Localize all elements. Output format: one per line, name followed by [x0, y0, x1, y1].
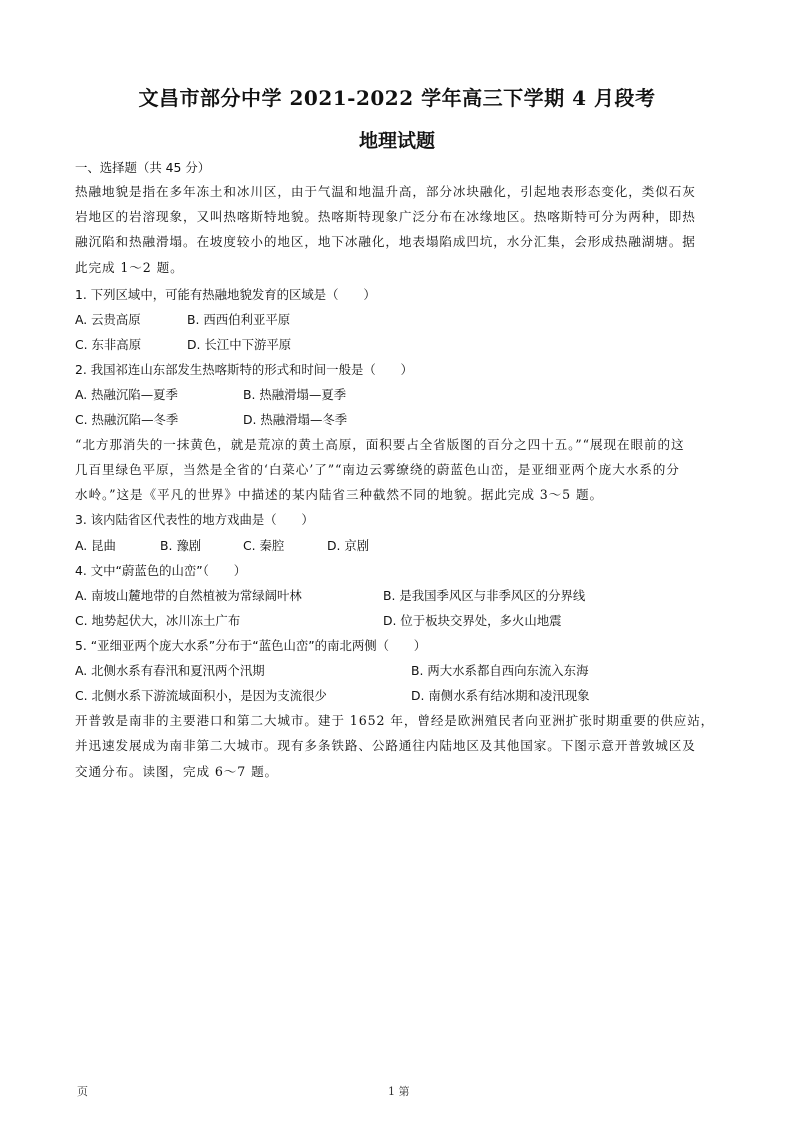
- question-1-option-a: A. 云贵高原: [75, 312, 141, 327]
- question-3-stem: 3. 该内陆省区代表性的地方戏曲是（ ）: [75, 512, 314, 527]
- question-2-option-c: C. 热融沉陷—冬季: [75, 412, 179, 427]
- question-4-option-a: A. 南坡山麓地带的自然植被为常绿阔叶林: [75, 588, 302, 603]
- question-5-option-b: B. 两大水系都自西向东流入东海: [411, 663, 589, 678]
- passage3-line-1: 开普敦是南非的主要港口和第二大城市。建于 1652 年，曾经是欧洲殖民者向亚洲扩张时期重要的供应站，: [75, 713, 715, 728]
- question-1-option-b: B. 西西伯利亚平原: [187, 312, 291, 327]
- passage1-line-3: 融沉陷和热融滑塌。在坡度较小的地区，地下冰融化，地表塌陷成凹坑，水分汇集，会形成热融湖塘。据: [75, 234, 696, 249]
- question-1-option-d: D. 长江中下游平原: [187, 337, 292, 352]
- question-2-stem: 2. 我国祁连山东部发生热喀斯特的形式和时间一般是（ ）: [75, 362, 413, 377]
- question-5-option-d: D. 南侧水系有结冰期和凌汛现象: [411, 688, 590, 703]
- passage3-line-2: 并迅速发展成为南非第二大城市。现有多条铁路、公路通往内陆地区及其他国家。下图示意开普敦城区及: [75, 738, 696, 753]
- question-4-stem: 4. 文中“蔚蓝色的山峦”（ ）: [75, 563, 247, 578]
- passage1-line-1: 热融地貌是指在多年冻土和冰川区，由于气温和地温升高，部分冰块融化，引起地表形态变化，类似石灰: [75, 184, 696, 199]
- question-3-option-d: D. 京剧: [327, 538, 370, 553]
- question-5-option-a: A. 北侧水系有春汛和夏汛两个汛期: [75, 663, 265, 678]
- question-5-option-c: C. 北侧水系下游流域面积小，是因为支流很少: [75, 688, 327, 703]
- question-1-stem: 1. 下列区域中，可能有热融地貌发育的区域是（ ）: [75, 287, 376, 302]
- page-subtitle: 地理试题: [358, 130, 435, 152]
- passage1-line-2: 岩地区的岩溶现象，又叫热喀斯特地貌。热喀斯特现象广泛分布在冰缘地区。热喀斯特可分为两种，即热: [75, 209, 696, 224]
- question-2-option-d: D. 热融滑塌—冬季: [243, 412, 348, 427]
- passage2-line-3: 水岭。”这是《平凡的世界》中描述的某内陆省三种截然不同的地貌。据此完成 3～5 题。: [75, 487, 603, 502]
- question-4-option-d: D. 位于板块交界处，多火山地震: [383, 613, 562, 628]
- section-heading: 一、选择题（共 45 分）: [75, 160, 211, 175]
- question-1-option-c: C. 东非高原: [75, 337, 142, 352]
- question-5-stem: 5. “亚细亚两个庞大水系”分布于“蓝色山峦”的南北两侧（ ）: [75, 638, 427, 653]
- passage3-line-3: 交通分布。读图，完成 6～7 题。: [75, 764, 279, 779]
- question-3-option-c: C. 秦腔: [243, 538, 285, 553]
- question-4-option-c: C. 地势起伏大，冰川冻土广布: [75, 613, 241, 628]
- question-2-option-b: B. 热融滑塌—夏季: [243, 387, 347, 402]
- passage2-line-2: 几百里绿色平原，当然是全省的‘白菜心’了”“南边云雾缭绕的蔚蓝色山峦，是亚细亚两个庞大水系的分: [75, 462, 680, 477]
- passage2-line-1: “北方那消失的一抹黄色，就是荒凉的黄土高原，面积要占全省版图的百分之四十五。”“展现在眼前的这: [75, 437, 685, 452]
- question-3-option-b: B. 豫剧: [160, 538, 202, 553]
- footer-left: 页: [77, 1085, 88, 1098]
- page-title: 文昌市部分中学 2021-2022 学年高三下学期 4 月段考: [138, 86, 656, 110]
- question-3-option-a: A. 昆曲: [75, 538, 116, 553]
- question-4-option-b: B. 是我国季风区与非季风区的分界线: [383, 588, 586, 603]
- question-2-option-a: A. 热融沉陷—夏季: [75, 387, 178, 402]
- passage1-line-4: 此完成 1～2 题。: [75, 260, 184, 275]
- page-number: 1 第: [388, 1085, 410, 1098]
